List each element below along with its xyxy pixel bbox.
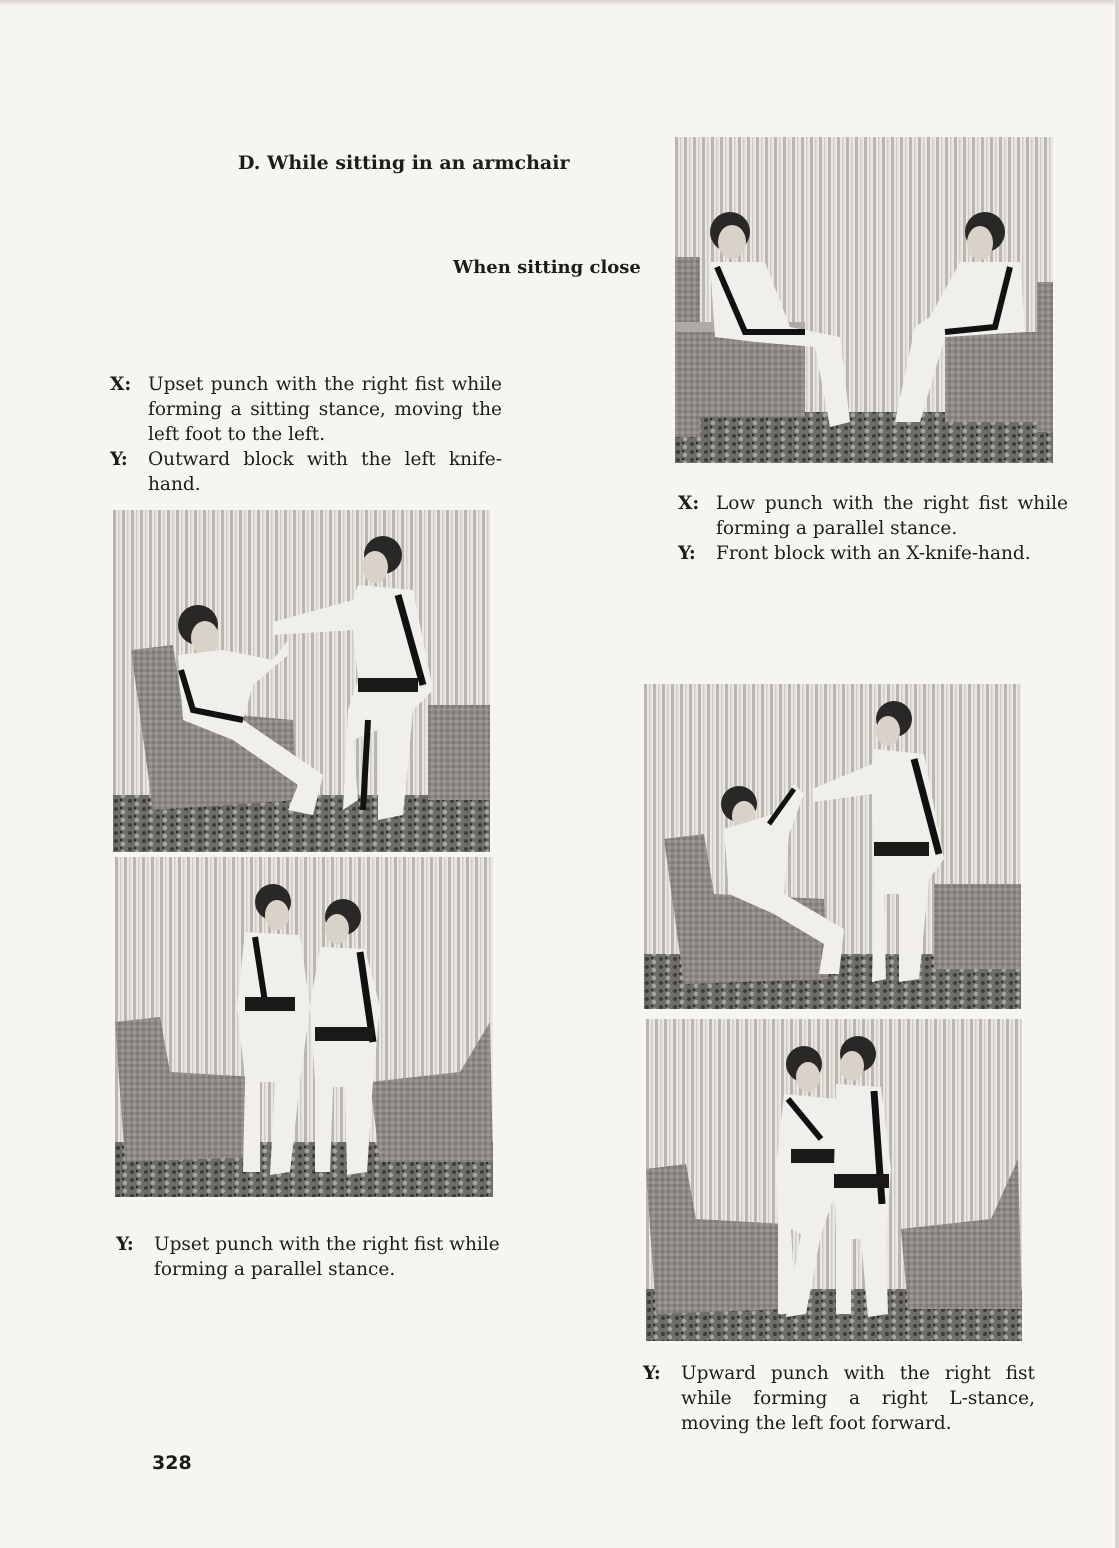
caption-key: Y: [110,449,128,470]
page-number: 328 [152,1452,192,1474]
photo-upset-punch-parallel [115,857,493,1197]
subheading: When sitting close [453,257,641,278]
caption-line-y [643,1361,1035,1436]
caption-line-y [116,1232,508,1282]
caption-text: Outward block with the left knife-hand. [148,449,502,495]
caption-left-top [110,372,502,497]
caption-right-top [678,491,1068,566]
caption-text: Low punch with the right fist while forming a parallel stance. [716,493,1068,539]
caption-text: Upset punch with the right fist while forming a sitting stance, moving the left foot to the left. [148,374,502,445]
caption-key: Y: [116,1234,134,1255]
section-heading: D. While sitting in an armchair [238,152,570,174]
caption-key: X: [110,374,132,395]
scan-right-edge [1115,0,1119,1548]
caption-key: Y: [678,543,696,564]
caption-text: Upward punch with the right fist while forming a right L-stance, moving the left foot forward. [681,1363,1035,1434]
photo-upward-punch-l-stance [646,1019,1022,1341]
caption-key: Y: [643,1363,661,1384]
caption-line-x [110,372,502,447]
photo-low-punch-front-block [644,684,1021,1009]
scan-edge [0,0,1119,6]
caption-right-bottom [643,1361,1035,1436]
photo-sitting-stance-block [113,510,490,852]
caption-line-x [678,491,1068,541]
caption-line-y [678,541,1068,566]
caption-text: Front block with an X-knife-hand. [716,543,1031,564]
photo-sitting-close [675,137,1053,463]
caption-left-bottom [116,1232,508,1282]
caption-text: Upset punch with the right fist while forming a parallel stance. [154,1234,500,1280]
caption-key: X: [678,493,700,514]
caption-line-y [110,447,502,497]
